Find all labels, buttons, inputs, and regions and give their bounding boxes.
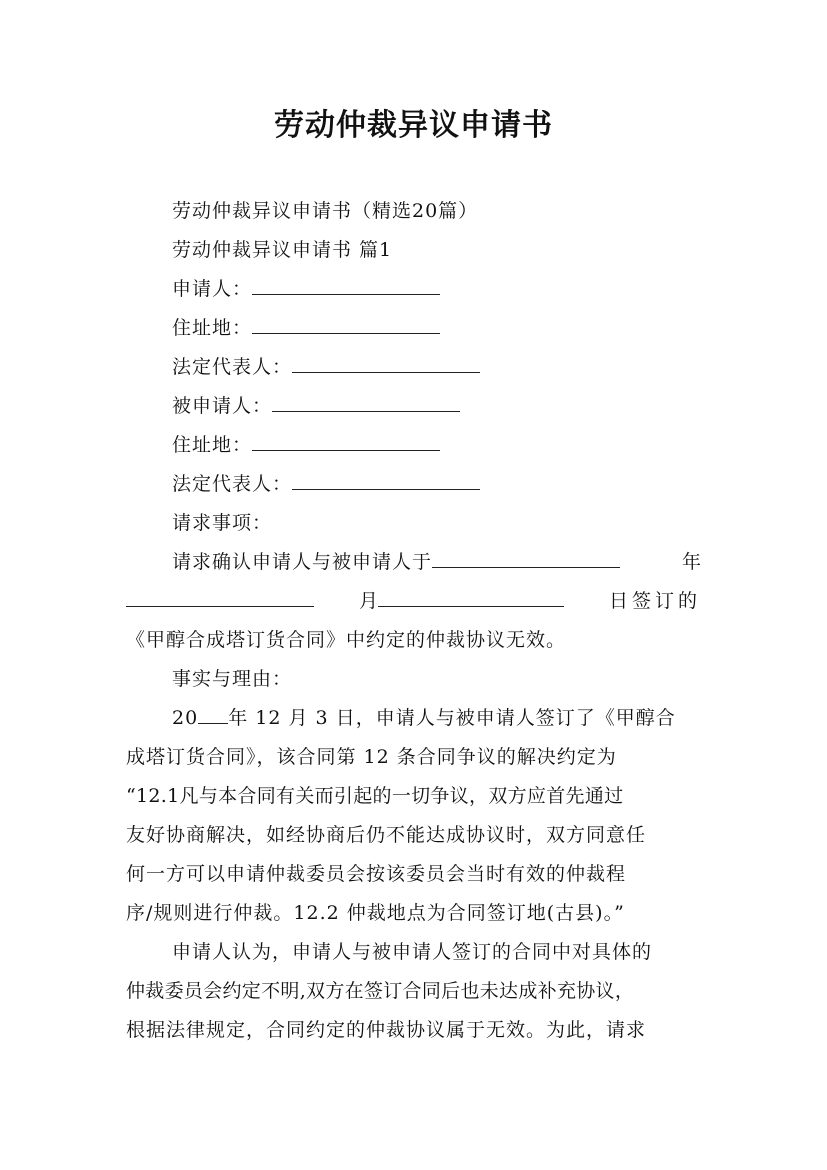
address-label-2: 住址地： xyxy=(172,434,253,456)
respondent-blank xyxy=(272,393,460,412)
applicant-field xyxy=(172,276,440,302)
facts-line-3: “12.1凡与本合同有关而引起的一切争议，双方应首先通过 xyxy=(126,785,624,807)
address-field-1 xyxy=(172,315,440,341)
facts-day-num: 3 xyxy=(315,707,329,729)
facts-year-label: 年 xyxy=(228,707,249,729)
document-title: 劳动仲裁异议申请书 xyxy=(274,108,553,143)
request-text-start: 请求确认申请人与被申请人于 xyxy=(172,551,433,573)
applicant-blank xyxy=(252,276,440,295)
subtitle: 劳动仲裁异议申请书（精选20篇） xyxy=(172,200,479,222)
request-month: 月 xyxy=(358,590,378,612)
respondent-label: 被申请人： xyxy=(172,395,273,417)
facts-line-1 xyxy=(172,705,676,731)
address-field-2 xyxy=(172,432,440,458)
facts-line-2: 成塔订货合同》，该合同第 12 条合同争议的解决约定为 xyxy=(126,746,617,768)
request-blank-2 xyxy=(126,588,314,607)
applicant-label: 申请人： xyxy=(172,278,253,300)
address-blank-2 xyxy=(252,432,440,451)
facts-year-blank xyxy=(198,705,228,724)
representative-label-1: 法定代表人： xyxy=(172,356,293,378)
facts-month-label: 月 xyxy=(288,707,309,729)
respondent-field xyxy=(172,393,460,419)
request-heading: 请求事项： xyxy=(172,512,273,534)
representative-blank-1 xyxy=(292,354,480,373)
request-blank-3 xyxy=(378,588,564,607)
facts-month-num: 12 xyxy=(255,707,282,729)
representative-blank-2 xyxy=(292,471,480,490)
request-line-1 xyxy=(172,549,702,575)
request-line-3: 《甲醇合成塔订货合同》中约定的仲裁协议无效。 xyxy=(126,629,567,651)
facts-line-5: 何一方可以申请仲裁委员会按该委员会当时有效的仲裁程 xyxy=(126,863,627,885)
representative-field-2 xyxy=(172,471,480,497)
reason-line-3: 根据法律规定，合同约定的仲裁协议属于无效。为此，请求 xyxy=(126,1019,647,1041)
facts-year-prefix: 20 xyxy=(172,707,199,729)
request-blank-1 xyxy=(432,549,620,568)
request-year: 年 xyxy=(681,551,702,573)
request-line-2 xyxy=(126,588,701,614)
representative-label-2: 法定代表人： xyxy=(172,473,293,495)
facts-line-1-rest: 日，申请人与被申请人签订了《甲醇合 xyxy=(335,707,676,729)
facts-line-4: 友好协商解决，如经协商后仍不能达成协议时，双方同意任 xyxy=(126,824,647,846)
reason-line-2: 仲裁委员会约定不明,双方在签订合同后也未达成补充协议， xyxy=(126,980,635,1002)
address-blank-1 xyxy=(252,315,440,334)
facts-heading: 事实与理由： xyxy=(172,668,293,690)
reason-line-1: 申请人认为，申请人与被申请人签订的合同中对具体的 xyxy=(172,941,653,963)
section-heading: 劳动仲裁异议申请书 篇1 xyxy=(172,239,393,261)
representative-field-1 xyxy=(172,354,480,380)
request-day-signed: 日签订的 xyxy=(608,590,701,612)
address-label-1: 住址地： xyxy=(172,317,253,339)
facts-line-6: 序/规则进行仲裁。12.2 仲裁地点为合同签订地(古县)。” xyxy=(126,902,625,924)
